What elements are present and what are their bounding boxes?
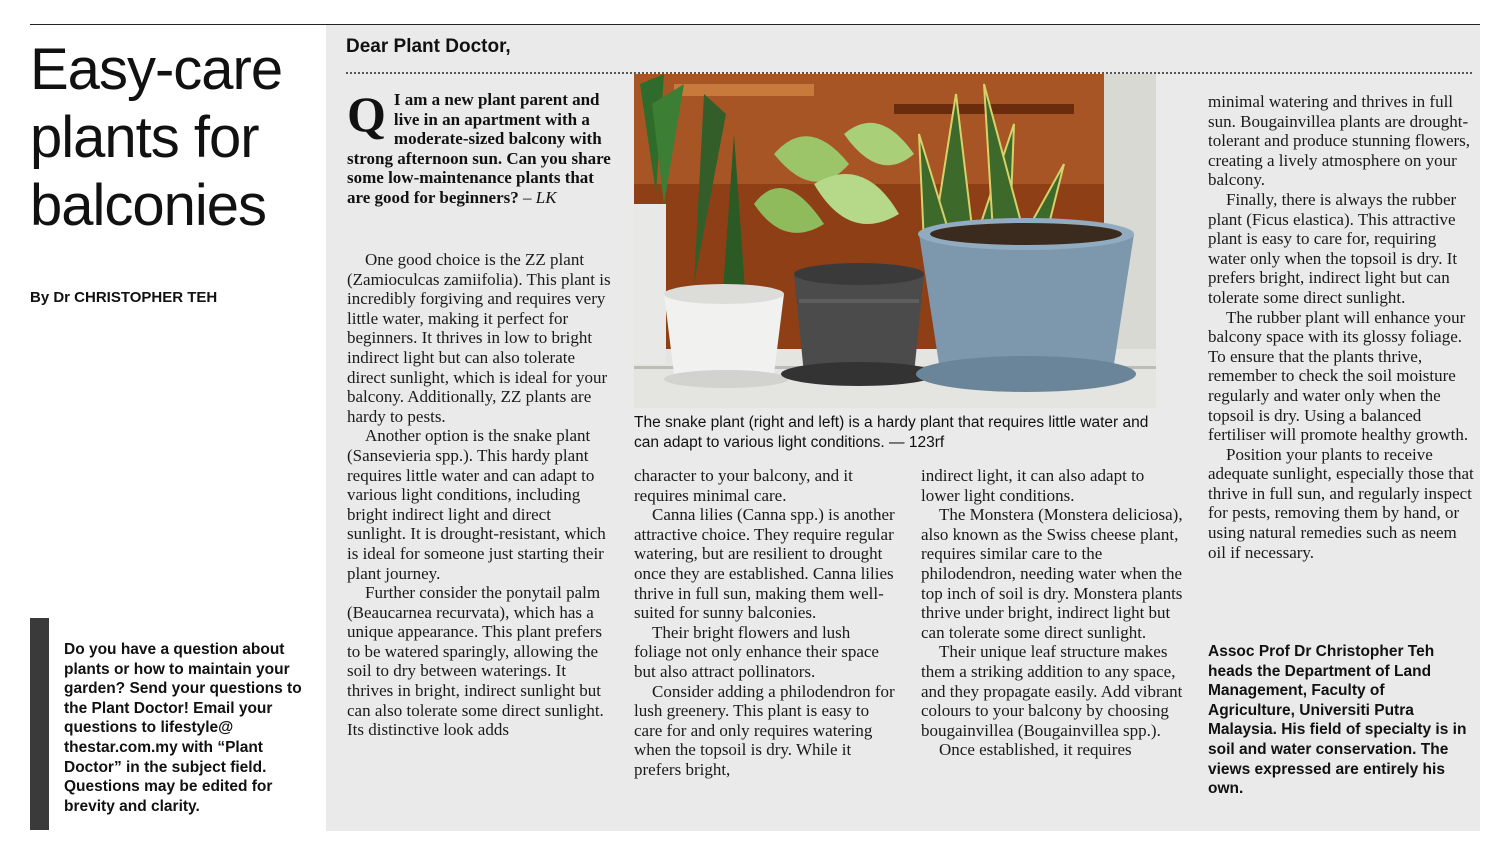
headline-line-3: balconies bbox=[30, 173, 267, 238]
photo-caption: The snake plant (right and left) is a hardy plant that requires little water and can adapt to various light conditions. — 123rf bbox=[634, 414, 1149, 451]
paragraph: Consider adding a philodendron for lush greenery. This plant is easy to care for and only requires watering when the topsoil is dry. While it prefers bright, bbox=[634, 681, 895, 779]
paragraph: Further consider the ponytail palm (Beaucarnea recurvata), which has a unique appearance. This plant prefers to be watered sparingly, allowing the soil to dry between waterings. It thrives in bright, indirect sunlight but can also tolerate some direct sunlight. Its distinctive look adds bbox=[347, 583, 604, 740]
paragraph: The Monstera (Monstera deliciosa), also known as the Swiss cheese plant, requires similar care to the philodendron, needing water when the top inch of soil is dry. Monstera plants thrive under bright, indirect light but can tolerate some direct sunlight. bbox=[921, 505, 1183, 642]
question-signoff: – LK bbox=[518, 187, 557, 207]
column-title: Dear Plant Doctor, bbox=[346, 36, 511, 57]
paragraph: minimal watering and thrives in full sun. Bougainvillea plants are drought-tolerant and produce stunning flowers, creating a lively atmosphere on your balcony. bbox=[1208, 92, 1471, 190]
question-text: I am a new plant parent and live in an apartment with a moderate-sized balcony with strong afternoon sun. Can you share some low-maintenance plants that are good for beginners? bbox=[347, 90, 611, 207]
author-bio: Assoc Prof Dr Christopher Teh heads the Department of Land Management, Faculty of Agriculture, Universiti Putra Malaysia. His field of specialty is in soil and water conservation. The views expressed are entirely his own. bbox=[1208, 643, 1467, 798]
article-column-2 bbox=[634, 466, 900, 780]
paragraph: Their bright flowers and lush foliage not only enhance their space but also attract pollinators. bbox=[634, 622, 879, 681]
question-invite-box bbox=[30, 618, 320, 830]
headline-line-1: Easy-care bbox=[30, 37, 283, 102]
headline-line-2: plants for bbox=[30, 105, 259, 170]
plant-photo bbox=[634, 74, 1156, 408]
byline: By Dr CHRISTOPHER TEH bbox=[30, 289, 218, 306]
paragraph: Another option is the snake plant (Sansevieria spp.). This hardy plant requires little water and can adapt to various light conditions, including bright indirect light and direct sunlight. It is drought-resistant, which is ideal for someone just starting their plant journey. bbox=[347, 426, 606, 583]
paragraph: Once established, it requires bbox=[939, 740, 1132, 760]
invite-text: Do you have a question about plants or how to maintain your garden? Send your questions to the Plant Doctor! Email your questions to lifestyle@ thestar.com.my with “Plant Doctor” in the subject field. Questions may be edited for brevity and clarity. bbox=[64, 641, 302, 815]
paragraph: Position your plants to receive adequate sunlight, especially those that thrive in full sun, and regularly inspect for pests, removing them by hand, or using natural remedies such as neem oil if necessary. bbox=[1208, 444, 1474, 562]
invite-bar bbox=[30, 618, 49, 830]
paragraph: Canna lilies (Canna spp.) is another attractive choice. They require regular watering, but are resilient to drought once they are established. Canna lilies thrive in full sun, making them well-suited for sunny balconies. bbox=[634, 505, 895, 623]
headline-block bbox=[30, 30, 320, 240]
paragraph: character to your balcony, and it requires minimal care. bbox=[634, 466, 853, 505]
paragraph: Their unique leaf structure makes them a striking addition to any space, and they propagate easily. Add vibrant colours to your balcony by choosing bougainvillea (Bougainvillea spp.). bbox=[921, 642, 1183, 740]
drop-cap: Q bbox=[347, 86, 386, 142]
reader-question bbox=[347, 86, 612, 208]
paragraph: indirect light, it can also adapt to lower light conditions. bbox=[921, 466, 1145, 505]
potted-plants-illustration bbox=[634, 74, 1156, 408]
paragraph: One good choice is the ZZ plant (Zamioculcas zamiifolia). This plant is incredibly forgiving and requires very little water, making it perfect for beginners. It thrives in low to bright indirect light but can also tolerate direct sunlight, which is ideal for your balcony. Additionally, ZZ plants are hardy to pests. bbox=[347, 250, 611, 426]
article-column-3 bbox=[921, 466, 1187, 760]
paragraph: The rubber plant will enhance your balcony space with its glossy foliage. To ensure that the plants thrive, remember to check the soil moisture regularly and water only when the topsoil is dry. Using a balanced fertiliser will promote healthy growth. bbox=[1208, 307, 1469, 445]
headline bbox=[30, 36, 320, 240]
paragraph: Finally, there is always the rubber plant (Ficus elastica). This attractive plant is easy to care for, requiring water only when the topsoil is dry. It prefers bright, indirect light but can tolerate some direct sunlight. bbox=[1208, 189, 1458, 307]
article-column-1 bbox=[347, 250, 612, 740]
article-column-4 bbox=[1208, 92, 1474, 562]
